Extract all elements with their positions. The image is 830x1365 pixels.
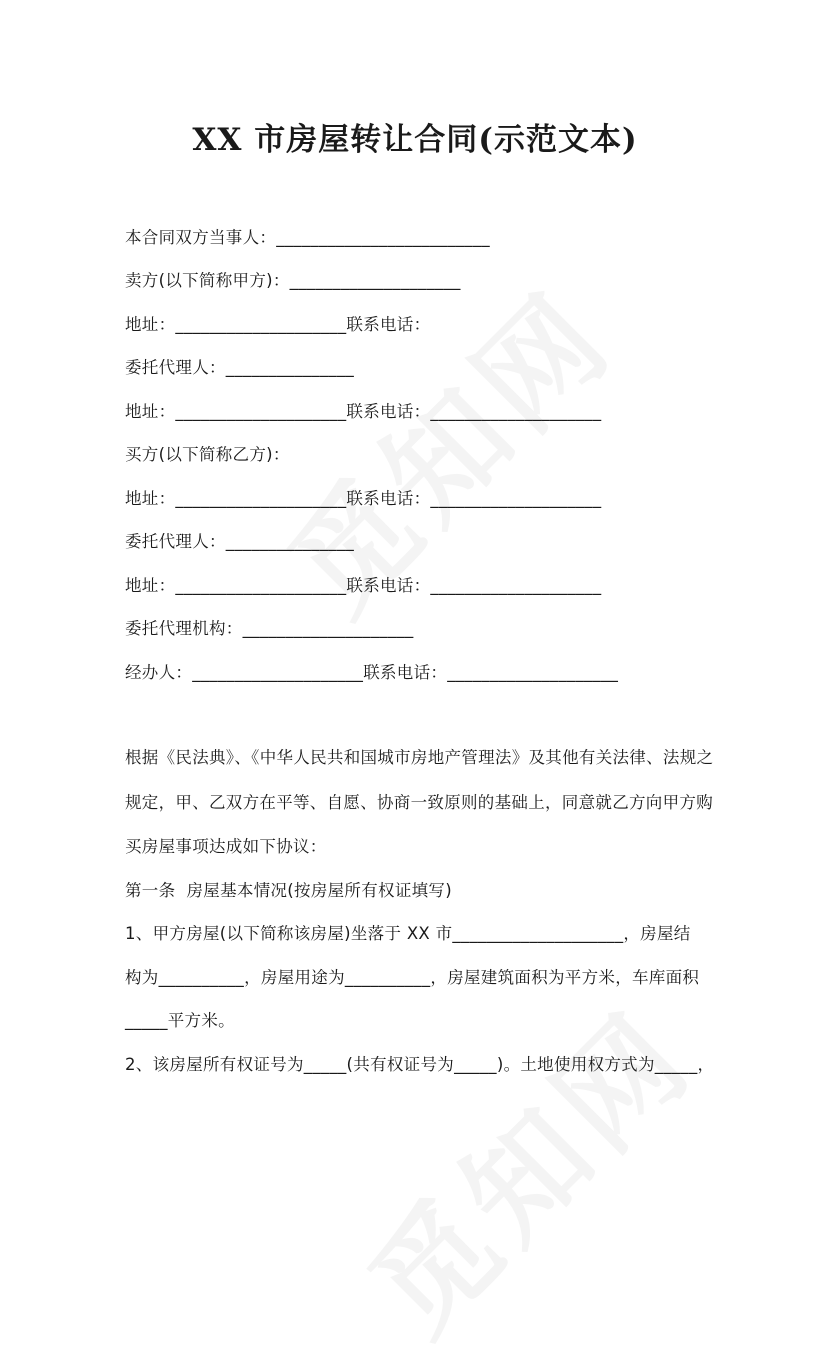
party-line-agency: 委托代理机构：____________________ [125, 619, 414, 638]
party-line-seller: 卖方(以下简称甲方)：____________________ [125, 271, 461, 290]
party-line-seller-agent: 委托代理人：_______________ [125, 358, 355, 377]
party-line-buyer: 买方(以下简称乙方)： [125, 445, 290, 464]
clause-line: _____平方米。 [125, 1011, 235, 1030]
clause-line: 构为__________，房屋用途为__________，房屋建筑面积为平方米，车库面积 [125, 968, 700, 987]
body-paragraph-line: 规定，甲、乙双方在平等、自愿、协商一致原则的基础上，同意就乙方向甲方购 [125, 793, 713, 812]
clause-line: 1、甲方房屋(以下简称该房屋)坐落于 XX 市____________________，房屋结 [125, 924, 691, 943]
party-line-signatories: 本合同双方当事人：_________________________ [125, 228, 490, 247]
party-line-handler: 经办人：____________________联系电话：____________________ [125, 663, 619, 682]
party-line-buyer-agent: 委托代理人：_______________ [125, 532, 355, 551]
party-line-seller-agent-address: 地址：____________________联系电话：____________________ [125, 402, 602, 421]
party-line-buyer-address: 地址：____________________联系电话：____________________ [125, 489, 602, 508]
party-line-seller-address: 地址：____________________联系电话： [125, 315, 431, 334]
body-paragraph-line: 买房屋事项达成如下协议： [125, 837, 327, 856]
document-title: XX 市房屋转让合同(示范文本) [192, 122, 638, 158]
watermark [326, 967, 723, 1364]
article-heading: 第一条 房屋基本情况(按房屋所有权证填写) [125, 881, 452, 900]
party-line-buyer-agent-address: 地址：____________________联系电话：____________________ [125, 576, 602, 595]
clause-line: 2、该房屋所有权证号为_____(共有权证号为_____)。土地使用权方式为_____， [125, 1055, 715, 1074]
body-paragraph-line: 根据《民法典》、《中华人民共和国城市房地产管理法》及其他有关法律、法规之 [125, 748, 714, 767]
